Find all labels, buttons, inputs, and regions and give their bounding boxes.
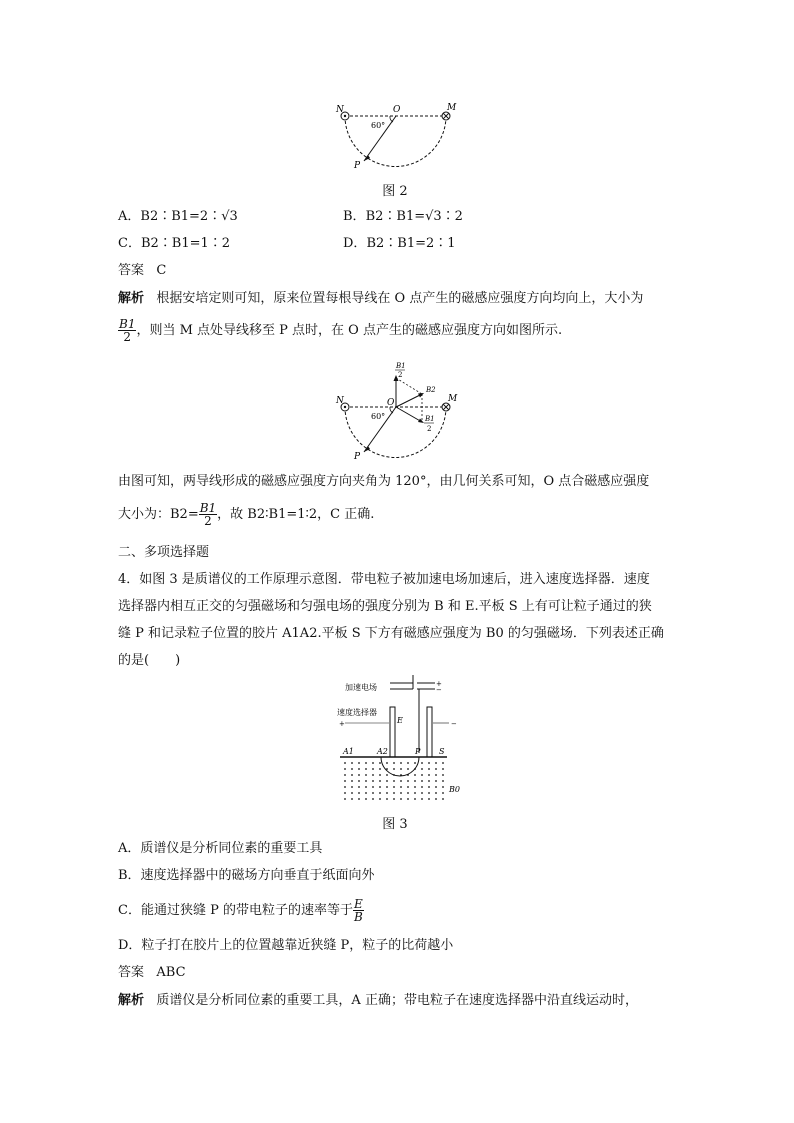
figure-2-caption: 图 2 [382, 184, 408, 199]
field-dot [344, 774, 346, 776]
field-dot [372, 792, 374, 794]
field-dot [379, 798, 381, 800]
b0-field-dots [344, 762, 444, 800]
q4-option-d: D．粒子打在胶片上的位置越靠近狭缝 P，粒子的比荷越小 [118, 938, 454, 953]
field-dot [351, 768, 353, 770]
field-dot [421, 792, 423, 794]
svg-text:2: 2 [427, 425, 432, 433]
q3-answer: 答案 C [118, 263, 167, 278]
field-dot [407, 762, 409, 764]
field-dot [365, 792, 367, 794]
selector-plate-left [390, 707, 395, 757]
fraction-b1-over-2: $\frac{B1}{2}$ [119, 317, 136, 344]
field-dot [379, 786, 381, 788]
section-2-title: 二、多项选择题 [118, 545, 210, 560]
field-dot [407, 768, 409, 770]
field-dot [351, 792, 353, 794]
field-dot [365, 780, 367, 782]
field-dot [414, 762, 416, 764]
svg-text:2: 2 [398, 371, 403, 379]
svg-text:P: P [415, 747, 421, 756]
q3-option-d: D．B2∶B1=2∶1 [343, 236, 456, 251]
svg-text:M: M [448, 394, 458, 404]
svg-text:N: N [336, 396, 344, 406]
field-dot [442, 792, 444, 794]
field-dot [407, 786, 409, 788]
figure-3-mass-spectrometer [335, 675, 475, 805]
field-dot [379, 774, 381, 776]
field-dot [421, 780, 423, 782]
label-o: O [393, 105, 401, 115]
field-dot [428, 792, 430, 794]
analysis-figure-diagram [330, 358, 460, 463]
field-dot [400, 792, 402, 794]
svg-text:加速电场: 加速电场 [345, 683, 377, 692]
field-dot [344, 786, 346, 788]
field-dot [351, 780, 353, 782]
vector-b2 [396, 394, 422, 407]
field-dot [414, 780, 416, 782]
field-dot [386, 780, 388, 782]
field-dot [421, 768, 423, 770]
field-dot [421, 774, 423, 776]
field-dot [358, 798, 360, 800]
field-dot [372, 798, 374, 800]
q4-stem-line2: 选择器内相互正交的匀强磁场和匀强电场的强度分别为 B 和 E.平板 S 上有可让粒子通过的狭 [118, 599, 652, 614]
field-dot [442, 762, 444, 764]
field-dot [393, 786, 395, 788]
svg-text:A1: A1 [343, 747, 354, 756]
field-dot [414, 768, 416, 770]
field-dot [428, 798, 430, 800]
q4-option-b: B．速度选择器中的磁场方向垂直于纸面向外 [118, 868, 375, 883]
field-dot [358, 780, 360, 782]
field-dot [435, 798, 437, 800]
q3-conclusion-line2: 大小为：B2= $\frac{B1}{2}$ ，故 B2∶B1=1∶2，C 正确. [118, 501, 375, 528]
label-b1-right: B1 [425, 415, 435, 423]
field-dot [435, 780, 437, 782]
svg-text:60°: 60° [371, 412, 386, 421]
field-dot [421, 786, 423, 788]
field-dot [344, 780, 346, 782]
field-dot [435, 768, 437, 770]
field-dot [393, 774, 395, 776]
particle-trajectory [381, 757, 419, 776]
field-dot [386, 762, 388, 764]
svg-text:−: − [436, 686, 442, 694]
field-dot [372, 768, 374, 770]
label-b1-top: B1 [396, 362, 406, 370]
label-angle: 60° [371, 121, 386, 130]
field-dot [372, 780, 374, 782]
field-dot [435, 762, 437, 764]
field-dot [386, 792, 388, 794]
field-dot [407, 798, 409, 800]
label-m: M [447, 103, 457, 113]
field-dot [407, 792, 409, 794]
field-dot [414, 774, 416, 776]
field-dot [442, 786, 444, 788]
field-dot [428, 786, 430, 788]
field-dot [435, 786, 437, 788]
svg-text:P: P [354, 452, 361, 462]
q3-conclusion-line1: 由图可知，两导线形成的磁感应强度方向夹角为 120°，由几何关系可知，O 点合磁感应强度 [118, 474, 650, 489]
q4-analysis: 解析 质谱仪是分析同位素的重要工具，A 正确；带电粒子在速度选择器中沿直线运动时， [118, 993, 638, 1008]
field-dot [344, 798, 346, 800]
field-dot [344, 762, 346, 764]
field-dot [428, 780, 430, 782]
field-dot [386, 774, 388, 776]
selector-plate-right [427, 707, 432, 757]
field-dot [400, 762, 402, 764]
field-dot [414, 798, 416, 800]
field-dot [372, 786, 374, 788]
figure-3-caption: 图 3 [382, 817, 408, 832]
field-dot [358, 792, 360, 794]
svg-text:A2: A2 [377, 747, 388, 756]
q4-option-c: C．能通过狭缝 P 的带电粒子的速率等于 $\frac{E}{B}$ [118, 897, 363, 924]
svg-text:S: S [439, 747, 445, 756]
field-dot [344, 768, 346, 770]
field-dot [386, 798, 388, 800]
field-dot [358, 762, 360, 764]
svg-text:O: O [387, 398, 395, 408]
q3-analysis-line1: 解析 根据安培定则可知，原来位置每根导线在 O 点产生的磁感应强度方向均向上，大小为 [118, 291, 644, 306]
svg-text:+: + [339, 720, 345, 728]
svg-text:E: E [397, 716, 403, 725]
field-dot [344, 792, 346, 794]
field-dot [379, 792, 381, 794]
field-dot [442, 774, 444, 776]
q3-analysis-line2: $\frac{B1}{2}$ ，则当 M 点处导线移至 P 点时，在 O 点产生的磁感应强度方向如图所示. [119, 317, 563, 344]
field-dot [351, 786, 353, 788]
svg-text:B0: B0 [449, 785, 460, 794]
field-dot [351, 762, 353, 764]
field-dot [379, 780, 381, 782]
label-b2: B2 [426, 386, 436, 394]
svg-text:速度选择器: 速度选择器 [337, 708, 377, 717]
field-dot [435, 774, 437, 776]
field-dot [393, 768, 395, 770]
field-dot [414, 786, 416, 788]
q3-option-b: B．B2∶B1=√3∶2 [343, 209, 463, 224]
field-dot [400, 768, 402, 770]
field-dot [400, 780, 402, 782]
field-dot [365, 768, 367, 770]
q3-option-c: C．B2∶B1=1∶2 [118, 236, 231, 251]
field-dot [372, 762, 374, 764]
vector-b1-half-right [396, 407, 422, 422]
q4-stem-line4: 的是( ) [118, 653, 181, 668]
field-dot [400, 786, 402, 788]
field-dot [428, 762, 430, 764]
field-dot [400, 798, 402, 800]
svg-text:+: + [436, 680, 442, 688]
q4-answer: 答案 ABC [118, 965, 186, 980]
field-dot [393, 798, 395, 800]
field-dot [379, 762, 381, 764]
field-dot [393, 780, 395, 782]
field-dot [351, 774, 353, 776]
field-dot [365, 786, 367, 788]
field-dot [372, 774, 374, 776]
field-dot [358, 786, 360, 788]
field-dot [386, 768, 388, 770]
svg-text:−: − [451, 720, 457, 728]
field-dot [365, 774, 367, 776]
field-dot [365, 762, 367, 764]
field-dot [365, 798, 367, 800]
field-dot [400, 774, 402, 776]
field-dot [351, 798, 353, 800]
figure-2-diagram [330, 100, 460, 175]
field-dot [421, 762, 423, 764]
field-dot [435, 792, 437, 794]
field-dot [414, 792, 416, 794]
q4-stem-line3: 缝 P 和记录粒子位置的胶片 A1A2.平板 S 下方有磁感应强度为 B0 的匀强磁场．下列表述正确 [118, 626, 664, 641]
label-p: P [354, 161, 361, 171]
field-dot [386, 786, 388, 788]
field-dot [428, 768, 430, 770]
field-dot [393, 792, 395, 794]
q4-stem-line1: 4．如图 3 是质谱仪的工作原理示意图．带电粒子被加速电场加速后，进入速度选择器．速度 [118, 572, 650, 587]
field-dot [407, 774, 409, 776]
field-dot [379, 768, 381, 770]
q4-option-a: A．质谱仪是分析同位素的重要工具 [118, 841, 323, 856]
field-dot [442, 798, 444, 800]
field-dot [393, 762, 395, 764]
field-dot [442, 768, 444, 770]
field-dot [428, 774, 430, 776]
field-dot [358, 768, 360, 770]
field-dot [358, 774, 360, 776]
q3-option-a: A．B2∶B1=2∶√3 [118, 209, 238, 224]
label-n: N [336, 105, 344, 115]
field-dot [407, 780, 409, 782]
field-dot [442, 780, 444, 782]
field-dot [421, 798, 423, 800]
